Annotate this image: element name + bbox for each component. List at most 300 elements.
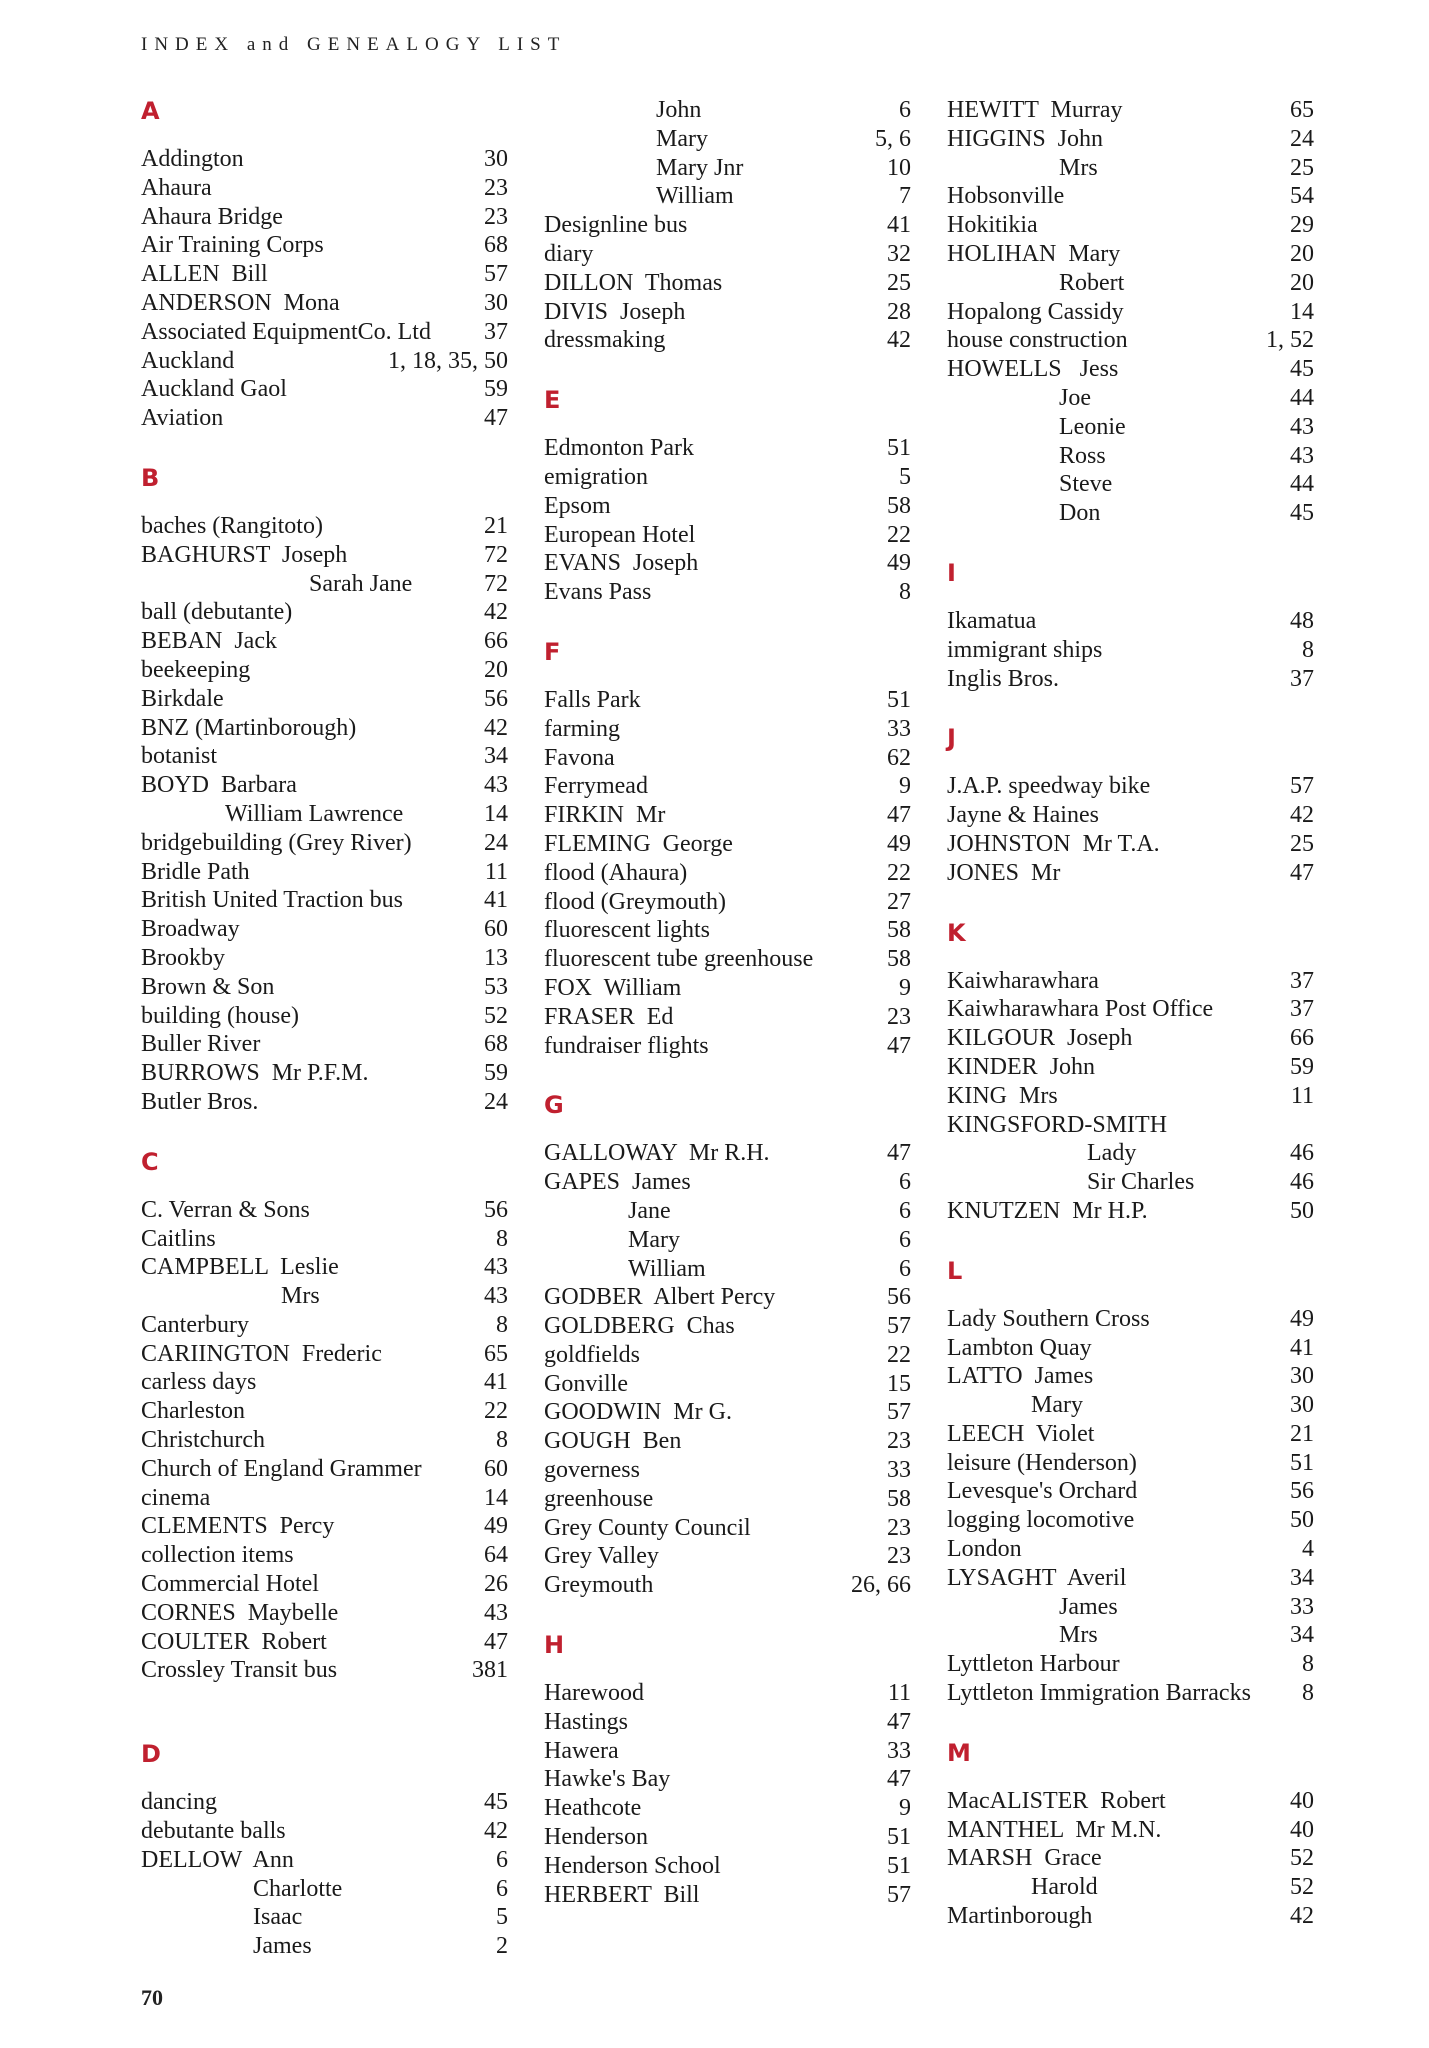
- entry-page-numbers: 22: [887, 521, 911, 548]
- entry-label: Ikamatua: [947, 607, 1037, 634]
- entry-page-numbers: 25: [1290, 154, 1314, 181]
- entry-label: Hopalong Cassidy: [947, 298, 1124, 325]
- index-entry: [947, 1362, 1314, 1391]
- index-entry: [947, 830, 1314, 859]
- index-entry: [947, 326, 1314, 355]
- entry-page-numbers: 25: [1290, 830, 1314, 857]
- section-letter-heading: H: [544, 1631, 565, 1660]
- entry-page-numbers: 30: [484, 289, 508, 316]
- index-entry: [141, 1656, 508, 1685]
- index-entry: [947, 1082, 1314, 1111]
- entry-label: Buller River: [141, 1031, 261, 1058]
- entry-page-numbers: 33: [887, 1457, 911, 1484]
- entry-page-numbers: 47: [887, 1766, 911, 1793]
- section-letter-heading: I: [947, 558, 956, 587]
- entry-page-numbers: 72: [484, 541, 508, 568]
- entry-page-numbers: 41: [1290, 1334, 1314, 1361]
- entry-page-numbers: 57: [1290, 773, 1314, 800]
- index-entry: [947, 1391, 1314, 1420]
- entry-label: CORNES Maybelle: [141, 1599, 339, 1626]
- entry-label: building (house): [141, 1002, 299, 1029]
- entry-label: JOHNSTON Mr T.A.: [947, 830, 1160, 857]
- entry-label: John: [656, 97, 702, 123]
- index-column-1: [141, 96, 508, 1961]
- index-entry: [141, 1282, 508, 1311]
- index-entry: [141, 1512, 508, 1541]
- entry-page-numbers: 34: [484, 743, 508, 770]
- entry-label: GALLOWAY Mr R.H.: [544, 1140, 770, 1167]
- entry-label: Epsom: [544, 492, 611, 519]
- entry-page-numbers: 7: [899, 183, 911, 210]
- entry-page-numbers: 68: [484, 1031, 508, 1058]
- entry-page-numbers: 42: [1290, 802, 1314, 829]
- index-entry: [141, 231, 508, 260]
- entry-page-numbers: 5, 6: [875, 125, 911, 152]
- entry-label: FLEMING George: [544, 830, 733, 857]
- entry-label: Lyttleton Immigration Barracks: [947, 1680, 1251, 1707]
- index-entry: [141, 858, 508, 887]
- section-letter-heading: E: [544, 386, 561, 415]
- entry-page-numbers: 43: [484, 1283, 508, 1310]
- entry-label: Aviation: [141, 405, 224, 432]
- entry-label: baches (Rangitoto): [141, 512, 323, 539]
- entry-page-numbers: 8: [496, 1225, 508, 1252]
- index-entry: [141, 1846, 508, 1875]
- index-entry: [141, 627, 508, 656]
- entry-label: LEECH Violet: [947, 1420, 1095, 1447]
- entry-page-numbers: 33: [1290, 1593, 1314, 1620]
- index-entry: [141, 347, 508, 376]
- entry-page-numbers: 51: [887, 1824, 911, 1851]
- entry-page-numbers: 66: [484, 628, 508, 655]
- index-entry: [947, 1197, 1314, 1226]
- entry-page-numbers: 62: [887, 744, 911, 771]
- entry-page-numbers: 60: [484, 916, 508, 943]
- entry-page-numbers: 56: [484, 685, 508, 712]
- entry-label: Falls Park: [544, 686, 641, 713]
- entry-label: DIVIS Joseph: [544, 298, 686, 325]
- entry-page-numbers: 47: [887, 1140, 911, 1167]
- entry-page-numbers: 4: [1302, 1536, 1314, 1563]
- entry-page-numbers: 58: [887, 492, 911, 519]
- section-spacer: [947, 1708, 1314, 1738]
- index-entry: [141, 1817, 508, 1846]
- index-entry: [544, 1032, 911, 1061]
- entry-label: Butler Bros.: [141, 1088, 259, 1115]
- entry-label: GOUGH Ben: [544, 1428, 682, 1455]
- entry-page-numbers: 30: [1290, 1392, 1314, 1419]
- entry-page-numbers: 14: [484, 800, 508, 827]
- entry-label: Favona: [544, 744, 615, 771]
- entry-page-numbers: 23: [484, 174, 508, 201]
- entry-label: Harewood: [544, 1680, 644, 1707]
- entry-page-numbers: 47: [484, 405, 508, 432]
- entry-page-numbers: 15: [887, 1370, 911, 1397]
- entry-label: Addington: [141, 146, 244, 172]
- entry-page-numbers: 22: [484, 1398, 508, 1425]
- entry-label: KILGOUR Joseph: [947, 1025, 1133, 1052]
- index-entry: [947, 1593, 1314, 1622]
- index-entry: [947, 1477, 1314, 1506]
- section-letter-heading: J: [947, 724, 956, 753]
- entry-label: British United Traction bus: [141, 887, 404, 914]
- entry-page-numbers: 11: [1290, 1082, 1314, 1109]
- section-letter-heading: A: [141, 97, 160, 125]
- index-entry: [947, 1334, 1314, 1363]
- index-entry: [544, 549, 911, 578]
- index-entry: [544, 888, 911, 917]
- entry-page-numbers: 43: [1290, 413, 1314, 440]
- entry-page-numbers: 26, 66: [851, 1572, 911, 1599]
- entry-page-numbers: 29: [1290, 212, 1314, 239]
- entry-label: Caitlins: [141, 1225, 216, 1252]
- entry-label: goldfields: [544, 1341, 640, 1368]
- entry-page-numbers: 1, 18, 35, 50: [388, 347, 508, 374]
- entry-label: EVANS Joseph: [544, 550, 699, 577]
- index-entry: [141, 404, 508, 433]
- entry-page-numbers: 50: [1290, 1197, 1314, 1224]
- index-entry: [544, 492, 911, 521]
- entry-label: fundraiser flights: [544, 1032, 709, 1059]
- entry-page-numbers: 56: [484, 1196, 508, 1223]
- entry-page-numbers: 47: [484, 1628, 508, 1655]
- entry-label: Martinborough: [947, 1903, 1093, 1930]
- entry-label: KNUTZEN Mr H.P.: [947, 1197, 1148, 1224]
- entry-page-numbers: 8: [1302, 1651, 1314, 1678]
- entry-label: Henderson School: [544, 1852, 721, 1879]
- entry-page-numbers: 8: [899, 579, 911, 606]
- index-entry: [947, 499, 1314, 528]
- section-letter-heading: F: [544, 637, 561, 666]
- entry-page-numbers: 20: [484, 656, 508, 683]
- entry-label: debutante balls: [141, 1818, 286, 1845]
- entry-page-numbers: 43: [484, 772, 508, 799]
- index-entry: [141, 203, 508, 232]
- entry-label: LYSAGHT Averil: [947, 1564, 1127, 1591]
- entry-page-numbers: 22: [887, 859, 911, 886]
- entry-label: BURROWS Mr P.F.M.: [141, 1060, 369, 1087]
- index-entry: [544, 298, 911, 327]
- entry-page-numbers: 33: [887, 715, 911, 742]
- index-entry: [947, 240, 1314, 269]
- index-entry: [947, 859, 1314, 888]
- index-entry: [141, 742, 508, 771]
- entry-page-numbers: 23: [887, 1428, 911, 1455]
- section-letter-heading: L: [947, 1256, 963, 1285]
- entry-label: collection items: [141, 1542, 294, 1569]
- entry-label: greenhouse: [544, 1485, 654, 1512]
- entry-label: GOODWIN Mr G.: [544, 1399, 732, 1426]
- index-entry: [947, 995, 1314, 1024]
- index-entry: [141, 1788, 508, 1817]
- entry-label: Mrs: [1059, 154, 1098, 181]
- entry-label: immigrant ships: [947, 636, 1103, 663]
- entry-page-numbers: 8: [1302, 1680, 1314, 1707]
- index-entry: [544, 463, 911, 492]
- index-entry: [947, 1650, 1314, 1679]
- entry-label: GOLDBERG Chas: [544, 1313, 735, 1340]
- entry-page-numbers: 44: [1290, 471, 1314, 498]
- index-entry: [947, 1168, 1314, 1197]
- index-entry: [141, 1340, 508, 1369]
- entry-page-numbers: 45: [484, 1789, 508, 1816]
- index-column-3: [947, 96, 1314, 1931]
- index-entry: [947, 1139, 1314, 1168]
- index-entry: [544, 269, 911, 298]
- entry-label: Robert: [1059, 269, 1125, 296]
- entry-page-numbers: 59: [484, 1060, 508, 1087]
- index-entry: [141, 289, 508, 318]
- entry-page-numbers: 58: [887, 946, 911, 973]
- entry-label: Edmonton Park: [544, 435, 694, 462]
- index-entry: [544, 974, 911, 1003]
- index-entry: [544, 96, 911, 125]
- entry-label: FRASER Ed: [544, 1003, 674, 1030]
- entry-page-numbers: 24: [1290, 125, 1314, 152]
- entry-page-numbers: 5: [496, 1904, 508, 1931]
- entry-label: Hobsonville: [947, 183, 1065, 210]
- entry-label: emigration: [544, 463, 648, 490]
- entry-page-numbers: 43: [484, 1599, 508, 1626]
- index-entry: [947, 96, 1314, 125]
- entry-label: Mary Jnr: [656, 154, 744, 181]
- entry-label: HOLIHAN Mary: [947, 240, 1121, 267]
- index-entry: [544, 945, 911, 974]
- entry-label: Lambton Quay: [947, 1334, 1092, 1361]
- index-entry: [141, 886, 508, 915]
- entry-label: William Lawrence: [225, 800, 404, 827]
- index-entry: [141, 1311, 508, 1340]
- entry-label: cinema: [141, 1484, 211, 1511]
- index-entry: [947, 298, 1314, 327]
- index-entry: [947, 1787, 1314, 1816]
- entry-page-numbers: 51: [1290, 1449, 1314, 1476]
- index-entry: [141, 145, 508, 174]
- entry-label: Leonie: [1059, 413, 1126, 440]
- entry-label: GODBER Albert Percy: [544, 1284, 776, 1311]
- entry-page-numbers: 45: [1290, 500, 1314, 527]
- entry-label: Broadway: [141, 916, 240, 943]
- index-entry: [544, 1571, 911, 1600]
- entry-label: BEBAN Jack: [141, 628, 277, 655]
- entry-page-numbers: 42: [887, 327, 911, 354]
- index-entry: [141, 656, 508, 685]
- index-entry: [947, 1111, 1314, 1140]
- index-entry: [141, 800, 508, 829]
- entry-page-numbers: 24: [484, 829, 508, 856]
- index-entry: [544, 1765, 911, 1794]
- entry-label: logging locomotive: [947, 1507, 1135, 1534]
- index-entry: [544, 1679, 911, 1708]
- entry-page-numbers: 6: [496, 1875, 508, 1902]
- index-entry: [544, 1398, 911, 1427]
- entry-label: Crossley Transit bus: [141, 1657, 338, 1684]
- index-entry: [141, 973, 508, 1002]
- index-entry: [947, 1873, 1314, 1902]
- entry-label: CAMPBELL Leslie: [141, 1254, 339, 1281]
- index-entry: [947, 384, 1314, 413]
- index-entry: [544, 1737, 911, 1766]
- entry-page-numbers: 381: [472, 1657, 508, 1684]
- index-entry: [544, 1881, 911, 1910]
- entry-page-numbers: 32: [887, 240, 911, 267]
- entry-page-numbers: 9: [899, 1795, 911, 1822]
- index-entry: [141, 598, 508, 627]
- entry-label: Christchurch: [141, 1427, 265, 1454]
- entry-label: Evans Pass: [544, 579, 652, 606]
- entry-page-numbers: 9: [899, 974, 911, 1001]
- entry-label: James: [253, 1933, 312, 1960]
- entry-label: Kaiwharawhara: [947, 967, 1099, 994]
- entry-page-numbers: 8: [1302, 636, 1314, 663]
- entry-label: Church of England Grammer: [141, 1455, 422, 1482]
- entry-page-numbers: 24: [484, 1088, 508, 1115]
- entry-label: Lady Southern Cross: [947, 1305, 1150, 1332]
- index-entry: [544, 326, 911, 355]
- entry-page-numbers: 28: [887, 298, 911, 325]
- entry-label: Joe: [1059, 384, 1091, 411]
- index-entry: [141, 512, 508, 541]
- entry-label: Don: [1059, 500, 1101, 527]
- section-spacer: [947, 528, 1314, 558]
- index-entry: [544, 211, 911, 240]
- index-entry: [544, 715, 911, 744]
- entry-page-numbers: 49: [887, 550, 911, 577]
- index-entry: [544, 434, 911, 463]
- entry-page-numbers: 21: [1290, 1420, 1314, 1447]
- section-spacer: [544, 1600, 911, 1630]
- entry-page-numbers: 30: [1290, 1363, 1314, 1390]
- index-entry: [947, 182, 1314, 211]
- index-entry: [947, 1420, 1314, 1449]
- entry-label: Jayne & Haines: [947, 802, 1099, 829]
- entry-label: London: [947, 1536, 1022, 1563]
- entry-page-numbers: 40: [1290, 1787, 1314, 1814]
- entry-label: fluorescent tube greenhouse: [544, 946, 814, 973]
- entry-page-numbers: 65: [1290, 97, 1314, 123]
- entry-page-numbers: 20: [1290, 269, 1314, 296]
- entry-page-numbers: 50: [1290, 1507, 1314, 1534]
- entry-label: Ross: [1059, 442, 1106, 469]
- entry-label: Levesque's Orchard: [947, 1478, 1138, 1505]
- index-entry: [947, 801, 1314, 830]
- index-entry: [141, 944, 508, 973]
- entry-label: Henderson: [544, 1824, 648, 1851]
- entry-label: HEWITT Murray: [947, 97, 1123, 123]
- index-entry: [544, 1003, 911, 1032]
- entry-page-numbers: 42: [484, 1818, 508, 1845]
- entry-page-numbers: 8: [496, 1311, 508, 1338]
- entry-page-numbers: 60: [484, 1455, 508, 1482]
- entry-label: house construction: [947, 327, 1128, 354]
- entry-label: European Hotel: [544, 521, 696, 548]
- entry-label: Hastings: [544, 1708, 628, 1735]
- entry-page-numbers: 27: [887, 888, 911, 915]
- entry-label: Greymouth: [544, 1572, 654, 1599]
- entry-label: Auckland Gaol: [141, 376, 287, 403]
- index-entry: [544, 1255, 911, 1284]
- entry-label: HOWELLS Jess: [947, 356, 1119, 383]
- entry-page-numbers: 26: [484, 1571, 508, 1598]
- entry-label: Commercial Hotel: [141, 1571, 319, 1598]
- entry-page-numbers: 59: [484, 376, 508, 403]
- entry-label: flood (Ahaura): [544, 859, 688, 886]
- entry-page-numbers: 65: [484, 1340, 508, 1367]
- index-entry: [947, 1679, 1314, 1708]
- index-entry: [141, 1196, 508, 1225]
- entry-label: KINDER John: [947, 1053, 1095, 1080]
- index-entry: [141, 1030, 508, 1059]
- entry-page-numbers: 34: [1290, 1564, 1314, 1591]
- entry-page-numbers: 42: [484, 714, 508, 741]
- entry-label: carless days: [141, 1369, 257, 1396]
- entry-page-numbers: 34: [1290, 1622, 1314, 1649]
- index-entry: [947, 772, 1314, 801]
- index-entry: [544, 125, 911, 154]
- entry-label: Ahaura Bridge: [141, 203, 283, 230]
- index-entry: [947, 1053, 1314, 1082]
- entry-page-numbers: 40: [1290, 1816, 1314, 1843]
- entry-label: Hawke's Bay: [544, 1766, 671, 1793]
- entry-page-numbers: 47: [887, 1032, 911, 1059]
- page-number: 70: [141, 1985, 163, 2010]
- index-entry: [947, 1902, 1314, 1931]
- entry-label: leisure (Henderson): [947, 1449, 1137, 1476]
- entry-label: Lady: [1087, 1140, 1137, 1167]
- entry-label: ANDERSON Mona: [141, 289, 340, 316]
- index-entry: [947, 1816, 1314, 1845]
- index-entry: [544, 1823, 911, 1852]
- index-entry: [141, 1541, 508, 1570]
- entry-page-numbers: 56: [1290, 1478, 1314, 1505]
- entry-label: CLEMENTS Percy: [141, 1513, 335, 1540]
- entry-page-numbers: 8: [496, 1427, 508, 1454]
- entry-label: BOYD Barbara: [141, 772, 297, 799]
- entry-page-numbers: 1, 52: [1266, 327, 1314, 354]
- entry-label: Sarah Jane: [309, 570, 413, 597]
- index-entry: [544, 1542, 911, 1571]
- index-entry: [947, 269, 1314, 298]
- entry-label: Inglis Bros.: [947, 665, 1060, 692]
- index-entry: [141, 318, 508, 347]
- entry-label: BAGHURST Joseph: [141, 541, 348, 568]
- entry-label: JONES Mr: [947, 859, 1061, 886]
- entry-label: Associated EquipmentCo. Ltd: [141, 318, 431, 345]
- index-entry: [947, 1305, 1314, 1334]
- section-spacer: [544, 355, 911, 385]
- entry-page-numbers: 53: [484, 973, 508, 1000]
- index-entry: [141, 570, 508, 599]
- entry-label: Grey County Council: [544, 1514, 751, 1541]
- entry-label: James: [1059, 1593, 1118, 1620]
- entry-label: FIRKIN Mr: [544, 802, 666, 829]
- entry-label: flood (Greymouth): [544, 888, 726, 915]
- index-entry: [947, 1564, 1314, 1593]
- index-entry: [544, 240, 911, 269]
- index-entry: [947, 1844, 1314, 1873]
- entry-page-numbers: 11: [484, 858, 508, 885]
- entry-label: Designline bus: [544, 212, 688, 239]
- entry-label: bridgebuilding (Grey River): [141, 829, 412, 856]
- index-entry: [141, 685, 508, 714]
- entry-page-numbers: 23: [887, 1543, 911, 1570]
- entry-page-numbers: 64: [484, 1542, 508, 1569]
- index-entry: [544, 1794, 911, 1823]
- index-entry: [141, 1570, 508, 1599]
- entry-page-numbers: 45: [1290, 356, 1314, 383]
- entry-page-numbers: 58: [887, 917, 911, 944]
- section-spacer: [141, 1117, 508, 1147]
